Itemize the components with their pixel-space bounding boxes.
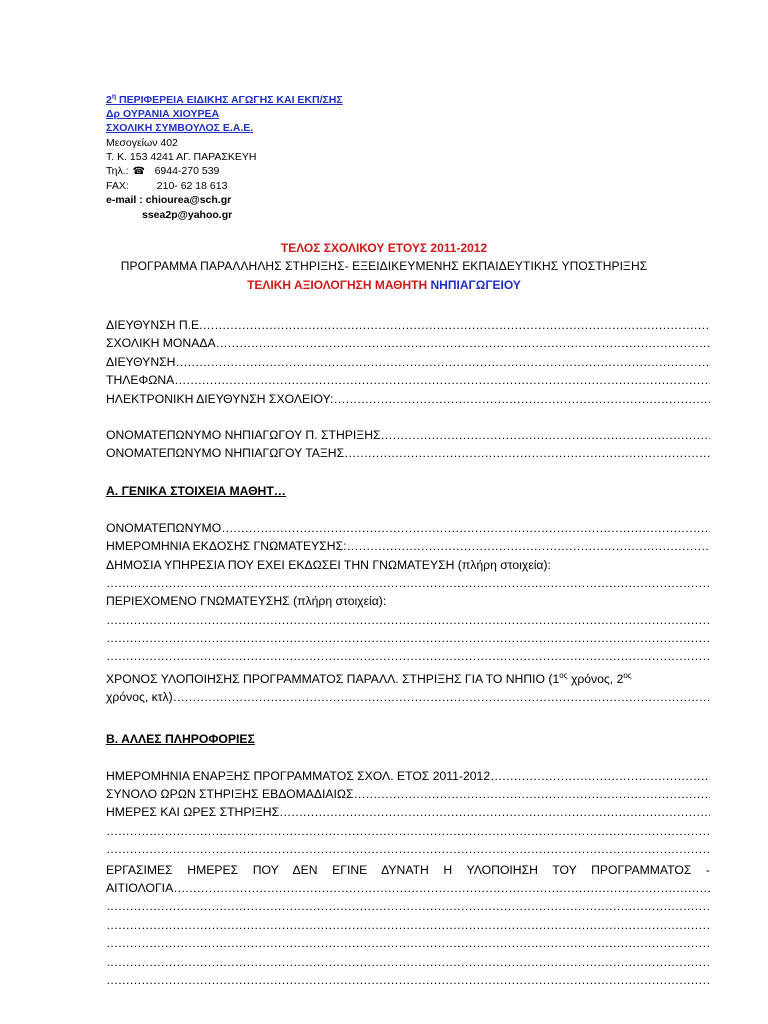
fill-line[interactable] (106, 953, 710, 971)
form-line-blank[interactable] (106, 574, 710, 592)
form-line-diagnosis-content (106, 592, 710, 610)
fill-line[interactable] (216, 334, 710, 352)
fill-line[interactable] (347, 537, 710, 555)
fill-line[interactable] (203, 316, 710, 334)
fill-line[interactable] (221, 519, 710, 537)
region-number: 2 (106, 94, 112, 106)
phone-label: Τηλ.: (106, 165, 129, 178)
school-year-title: ΤΕΛΟΣ ΣΧΟΛΙΚΟΥ ΕΤΟΥΣ 2011-2012 (280, 241, 488, 255)
fax-number: 210- 62 18 613 (156, 180, 228, 193)
title-block (0, 241, 768, 293)
form-line-blank[interactable] (106, 629, 710, 647)
fill-line[interactable] (106, 647, 710, 665)
form-line-reason[interactable] (106, 879, 710, 897)
email-primary: chiourea@sch.gr (145, 194, 232, 207)
form-line-blank[interactable] (106, 840, 710, 858)
fill-line[interactable] (106, 971, 710, 989)
label-address: ΔΙΕΥΘΥΝΣΗ (106, 354, 176, 369)
form-line-start-date[interactable] (106, 767, 710, 785)
fill-line[interactable] (490, 767, 710, 785)
form-line-blank[interactable] (106, 647, 710, 665)
form-line-blank[interactable] (106, 611, 710, 629)
advisor-role[interactable]: ΣΧΟΛΙΚΗ ΣΥΜΒΟΥΛΟΣ Ε.Α.Ε. (106, 122, 254, 135)
fill-line[interactable] (279, 803, 710, 821)
label-issuing-service: ΔΗΜΟΣΙΑ ΥΠΗΡΕΣΙΑ ΠΟΥ ΕΧΕΙ ΕΚΔΩΣΕΙ ΤΗΝ ΓΝΩΜΑΤΕΥΣΗ (πλήρη στοιχεία): (106, 557, 551, 572)
fax-label: FAX: (106, 180, 129, 193)
form-line-school-email[interactable] (106, 390, 710, 408)
form-line-days-hours[interactable] (106, 803, 710, 821)
form-body (106, 316, 710, 989)
label-weekly-hours: ΣΥΝΟΛΟ ΩΡΩΝ ΣΤΗΡΙΞΗΣ ΕΒΔΟΜΑΔΙΑΙΩΣ (106, 787, 354, 802)
form-line-duration-cont[interactable] (106, 688, 710, 706)
duration-ordinal-1: ος (559, 670, 568, 680)
label-class-teacher: ΟΝΟΜΑΤΕΠΩΝΥΜΟ ΝΗΠΙΑΓΩΓΟΥ ΤΑΞΗΣ (106, 446, 345, 461)
fill-line[interactable] (106, 822, 710, 840)
fill-line[interactable] (175, 353, 710, 371)
label-directorate: ΔΙΕΥΘΥΝΣΗ Π.Ε. (106, 318, 203, 332)
label-support-teacher: ΟΝΟΜΑΤΕΠΩΝΥΜΟ ΝΗΠΙΑΓΩΓΟΥ Π. ΣΤΗΡΙΞΗΣ (106, 427, 381, 442)
form-line-weekly-hours[interactable] (106, 785, 710, 803)
fill-line[interactable] (381, 426, 710, 444)
form-line-address[interactable] (106, 353, 710, 371)
street-address: Μεσογείων 402 (106, 136, 178, 149)
email-line (106, 193, 343, 207)
fill-line[interactable] (173, 879, 710, 897)
section-a-heading: Α. ΓΕΝΙΚΑ ΣΤΟΙΧΕΙΑ ΜΑΘΗΤ… (106, 483, 286, 498)
form-line-blank[interactable] (106, 971, 710, 989)
postal-address: Τ. Κ. 153 4241 ΑΓ. ΠΑΡΑΣΚΕΥΗ (106, 150, 257, 163)
region-name: ΠΕΡΙΦΕΡΕΙΑ ΕΙΔΙΚΗΣ ΑΓΩΓΗΣ ΚΑΙ ΕΚΠ/ΣΗΣ (116, 94, 343, 106)
region-ordinal: η (111, 93, 117, 101)
form-line-blank[interactable] (106, 953, 710, 971)
fill-line[interactable] (174, 371, 710, 389)
letterhead (106, 93, 343, 222)
form-line-duration (106, 670, 710, 688)
form-line-support-teacher[interactable] (106, 426, 710, 444)
label-school-unit: ΣΧΟΛΙΚΗ ΜΟΝΑΔΑ (106, 336, 216, 351)
duration-text-a: ΧΡΟΝΟΣ ΥΛΟΠΟΙΗΣΗΣ ΠΡΟΓΡΑΜΜΑΤΟΣ ΠΑΡΑΛΛ. ΣΤΗΡΙΞΗΣ ΓΙΑ ΤΟ ΝΗΠΙΟ (1 (106, 671, 560, 686)
label-issue-date: ΗΜΕΡΟΜΗΝΙΑ ΕΚΔΟΣΗΣ ΓΝΩΜΑΤΕΥΣΗΣ: (106, 539, 347, 554)
phone-number: 6944-270 539 (154, 165, 220, 178)
form-line-class-teacher[interactable] (106, 444, 710, 462)
section-b-heading: Β. ΑΛΛΕΣ ΠΛΗΡΟΦΟΡΙΕΣ (106, 731, 255, 746)
program-title: ΠΡΟΓΡΑΜΜΑ ΠΑΡΑΛΛΗΛΗΣ ΣΤΗΡΙΞΗΣ- ΕΞΕΙΔΙΚΕΥΜΕΝΗΣ ΕΚΠΑΙΔΕΥΤΙΚΗΣ ΥΠΟΣΤΗΡΙΞΗΣ (120, 259, 648, 273)
advisor-name[interactable]: Δρ ΟΥΡΑΝΙΑ ΧΙΟΥΡΕΑ (106, 108, 220, 121)
duration-text-b: χρόνος, 2 (567, 671, 624, 686)
form-line-blank[interactable] (106, 822, 710, 840)
form-line-blank[interactable] (106, 934, 710, 952)
evaluation-title (0, 277, 768, 293)
fill-line[interactable] (333, 390, 710, 408)
label-student-name: ΟΝΟΜΑΤΕΠΩΝΥΜΟ (106, 520, 222, 535)
label-reason: ΑΙΤΙΟΛΟΓΙΑ (106, 881, 174, 895)
fill-line[interactable] (106, 574, 710, 592)
form-line-blank[interactable] (106, 897, 710, 915)
region-line[interactable] (106, 93, 343, 107)
evaluation-title-red: ΤΕΛΙΚΗ ΑΞΙΟΛΟΓΗΣΗ ΜΑΘΗΤΗ (247, 278, 431, 292)
fill-line[interactable] (354, 785, 710, 803)
label-duration (106, 670, 632, 688)
label-start-date: ΗΜΕΡΟΜΗΝΙΑ ΕΝΑΡΞΗΣ ΠΡΟΓΡΑΜΜΑΤΟΣ ΣΧΟΛ. ΕΤΟΣ 2011-2012 (106, 768, 491, 783)
fax-line (106, 179, 343, 193)
evaluation-title-blue: ΝΗΠΙΑΓΩΓΕΙΟΥ (430, 278, 521, 292)
telephone-icon: ☎ (132, 166, 146, 178)
fill-line[interactable] (106, 934, 710, 952)
label-duration-cont: χρόνος, κτλ) (106, 690, 173, 705)
form-line-school-unit[interactable] (106, 334, 710, 352)
label-diagnosis-content: ΠΕΡΙΕΧΟΜΕΝΟ ΓΝΩΜΑΤΕΥΣΗΣ (πλήρη στοιχεία): (106, 594, 387, 609)
form-line-blank[interactable] (106, 916, 710, 934)
fill-line[interactable] (106, 897, 710, 915)
fill-line[interactable] (344, 444, 710, 462)
email-label: e-mail : (106, 194, 146, 207)
form-line-directorate[interactable] (106, 316, 710, 334)
form-line-phones[interactable] (106, 371, 710, 389)
fill-line[interactable] (106, 629, 710, 647)
form-line-issue-date[interactable] (106, 537, 710, 555)
email-secondary: ssea2p@yahoo.gr (142, 208, 233, 221)
label-days-hours: ΗΜΕΡΕΣ ΚΑΙ ΩΡΕΣ ΣΤΗΡΙΞΗΣ (106, 805, 280, 820)
form-line-issuing-service (106, 556, 710, 574)
fill-line[interactable] (106, 611, 710, 629)
phone-line (106, 164, 343, 179)
duration-ordinal-2: ος (623, 670, 632, 680)
label-missed-days: ΕΡΓΑΣΙΜΕΣ ΗΜΕΡΕΣ ΠΟΥ ΔΕΝ ΕΓΙΝΕ ΔΥΝΑΤΗ Η ΥΛΟΠΟΙΗΣΗ ΤΟΥ ΠΡΟΓΡΑΜΜΑΤΟΣ - (106, 862, 710, 877)
label-phones: ΤΗΛΕΦΩΝΑ (106, 373, 175, 388)
fill-line[interactable] (106, 840, 710, 858)
fill-line[interactable] (173, 688, 710, 706)
form-line-student-name[interactable] (106, 519, 710, 537)
label-school-email: ΗΛΕΚΤΡΟΝΙΚΗ ΔΙΕΥΘΥΝΣΗ ΣΧΟΛΕΙΟΥ: (106, 391, 334, 406)
fill-line[interactable] (106, 916, 710, 934)
